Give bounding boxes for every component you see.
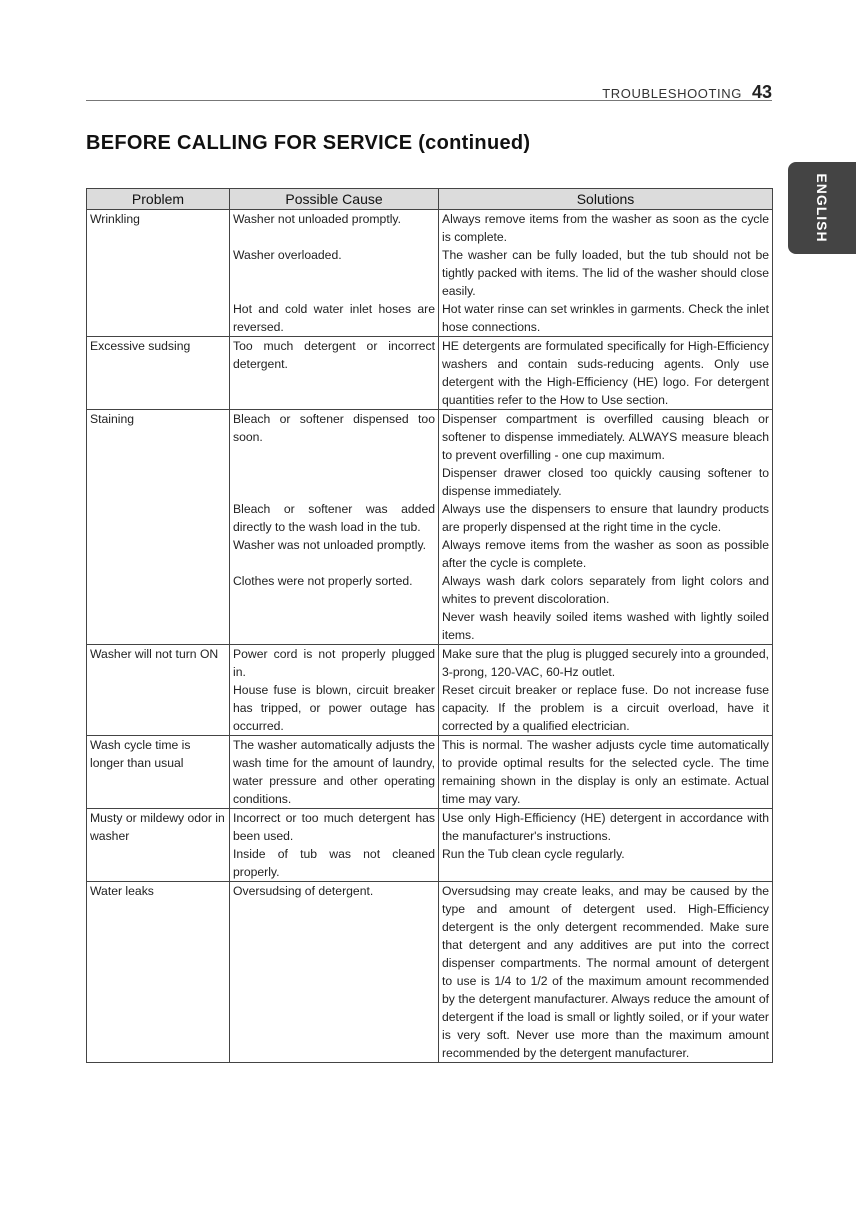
table-header-row [87,189,773,210]
cause-cell: Oversudsing of detergent. [230,882,439,1063]
cause-cell: Washer overloaded. [230,246,439,300]
section-label: TROUBLESHOOTING [602,86,742,101]
cause-cell: Too much detergent or incorrect detergent. [230,337,439,410]
solution-cell: Run the Tub clean cycle regularly. [439,845,773,882]
solution-cell: Dispenser drawer closed too quickly causing softener to dispense immediately. [439,464,773,500]
cause-cell: House fuse is blown, circuit breaker has tripped, or power outage has occurred. [230,681,439,736]
problem-cell: Excessive sudsing [87,337,230,410]
solution-cell: Always remove items from the washer as soon as possible after the cycle is complete. [439,536,773,572]
table-row [87,809,773,846]
page-number: 43 [751,82,772,102]
problem-cell: Wrinkling [87,210,230,337]
cause-cell: Bleach or softener dispensed too soon. [230,410,439,465]
solution-cell: This is normal. The washer adjusts cycle time automatically to provide optimal results for the selected cycle. The time remaining shown in the display is only an estimate. Actual time may vary. [439,736,773,809]
troubleshooting-table [86,188,773,1063]
page-title: BEFORE CALLING FOR SERVICE (continued) [86,132,531,154]
problem-cell: Washer will not turn ON [87,645,230,736]
table-row [87,337,773,410]
table-row [87,736,773,809]
cause-cell [230,464,439,500]
column-header-problem: Problem [87,189,230,210]
table-row [87,410,773,465]
solution-cell: HE detergents are formulated specifically for High-Efficiency washers and contain suds-reducing agents. Only use detergent with the High-Efficiency (HE) logo. For detergent quantities refer to the How to Use section. [439,337,773,410]
problem-cell: Water leaks [87,882,230,1063]
problem-cell: Wash cycle time is longer than usual [87,736,230,809]
cause-cell: Clothes were not properly sorted. [230,572,439,608]
solution-cell: Dispenser compartment is overfilled causing bleach or softener to dispense immediately. ALWAYS measure bleach to prevent overfilling - one cup maximum. [439,410,773,465]
problem-cell: Staining [87,410,230,645]
cause-cell: Washer not unloaded promptly. [230,210,439,247]
solution-cell: Always wash dark colors separately from light colors and whites to prevent discoloration. [439,572,773,608]
problem-cell: Musty or mildewy odor in washer [87,809,230,882]
language-tab-label: ENGLISH [814,173,830,243]
solution-cell: Oversudsing may create leaks, and may be caused by the type and amount of detergent used. High-Efficiency detergent is the only detergent recommended. Make sure that detergent and any additives are put into the correct dispenser compartments. The normal amount of detergent to use is 1/4 to 1/2 of the maximum amount recommended by the detergent manufacturer. Always reduce the amount of detergent if the load is small or lightly soiled, or if your water is very soft. Never use more than the maximum amount recommended by the detergent manufacturer. [439,882,773,1063]
table-row [87,210,773,247]
solution-cell: Always remove items from the washer as soon as the cycle is complete. [439,210,773,247]
cause-cell: Bleach or softener was added directly to the wash load in the tub. [230,500,439,536]
solution-cell: The washer can be fully loaded, but the tub should not be tightly packed with items. The lid of the washer should close easily. [439,246,773,300]
cause-cell: Inside of tub was not cleaned properly. [230,845,439,882]
cause-cell: Power cord is not properly plugged in. [230,645,439,682]
cause-cell [230,608,439,645]
cause-cell: Hot and cold water inlet hoses are reversed. [230,300,439,337]
table-row [87,645,773,682]
solution-cell: Use only High-Efficiency (HE) detergent in accordance with the manufacturer's instructions. [439,809,773,846]
solution-cell: Never wash heavily soiled items washed with lightly soiled items. [439,608,773,645]
solution-cell: Hot water rinse can set wrinkles in garments. Check the inlet hose connections. [439,300,773,337]
column-header-solutions: Solutions [439,189,773,210]
cause-cell: Incorrect or too much detergent has been used. [230,809,439,846]
cause-cell: Washer was not unloaded promptly. [230,536,439,572]
cause-cell: The washer automatically adjusts the wash time for the amount of laundry, water pressure and other operating conditions. [230,736,439,809]
language-tab [788,162,856,254]
header-divider [86,100,772,101]
solution-cell: Make sure that the plug is plugged securely into a grounded, 3-prong, 120-VAC, 60-Hz outlet. [439,645,773,682]
solution-cell: Reset circuit breaker or replace fuse. Do not increase fuse capacity. If the problem is a circuit overload, have it corrected by a qualified electrician. [439,681,773,736]
solution-cell: Always use the dispensers to ensure that laundry products are properly dispensed at the right time in the cycle. [439,500,773,536]
column-header-cause: Possible Cause [230,189,439,210]
table-row [87,882,773,1063]
